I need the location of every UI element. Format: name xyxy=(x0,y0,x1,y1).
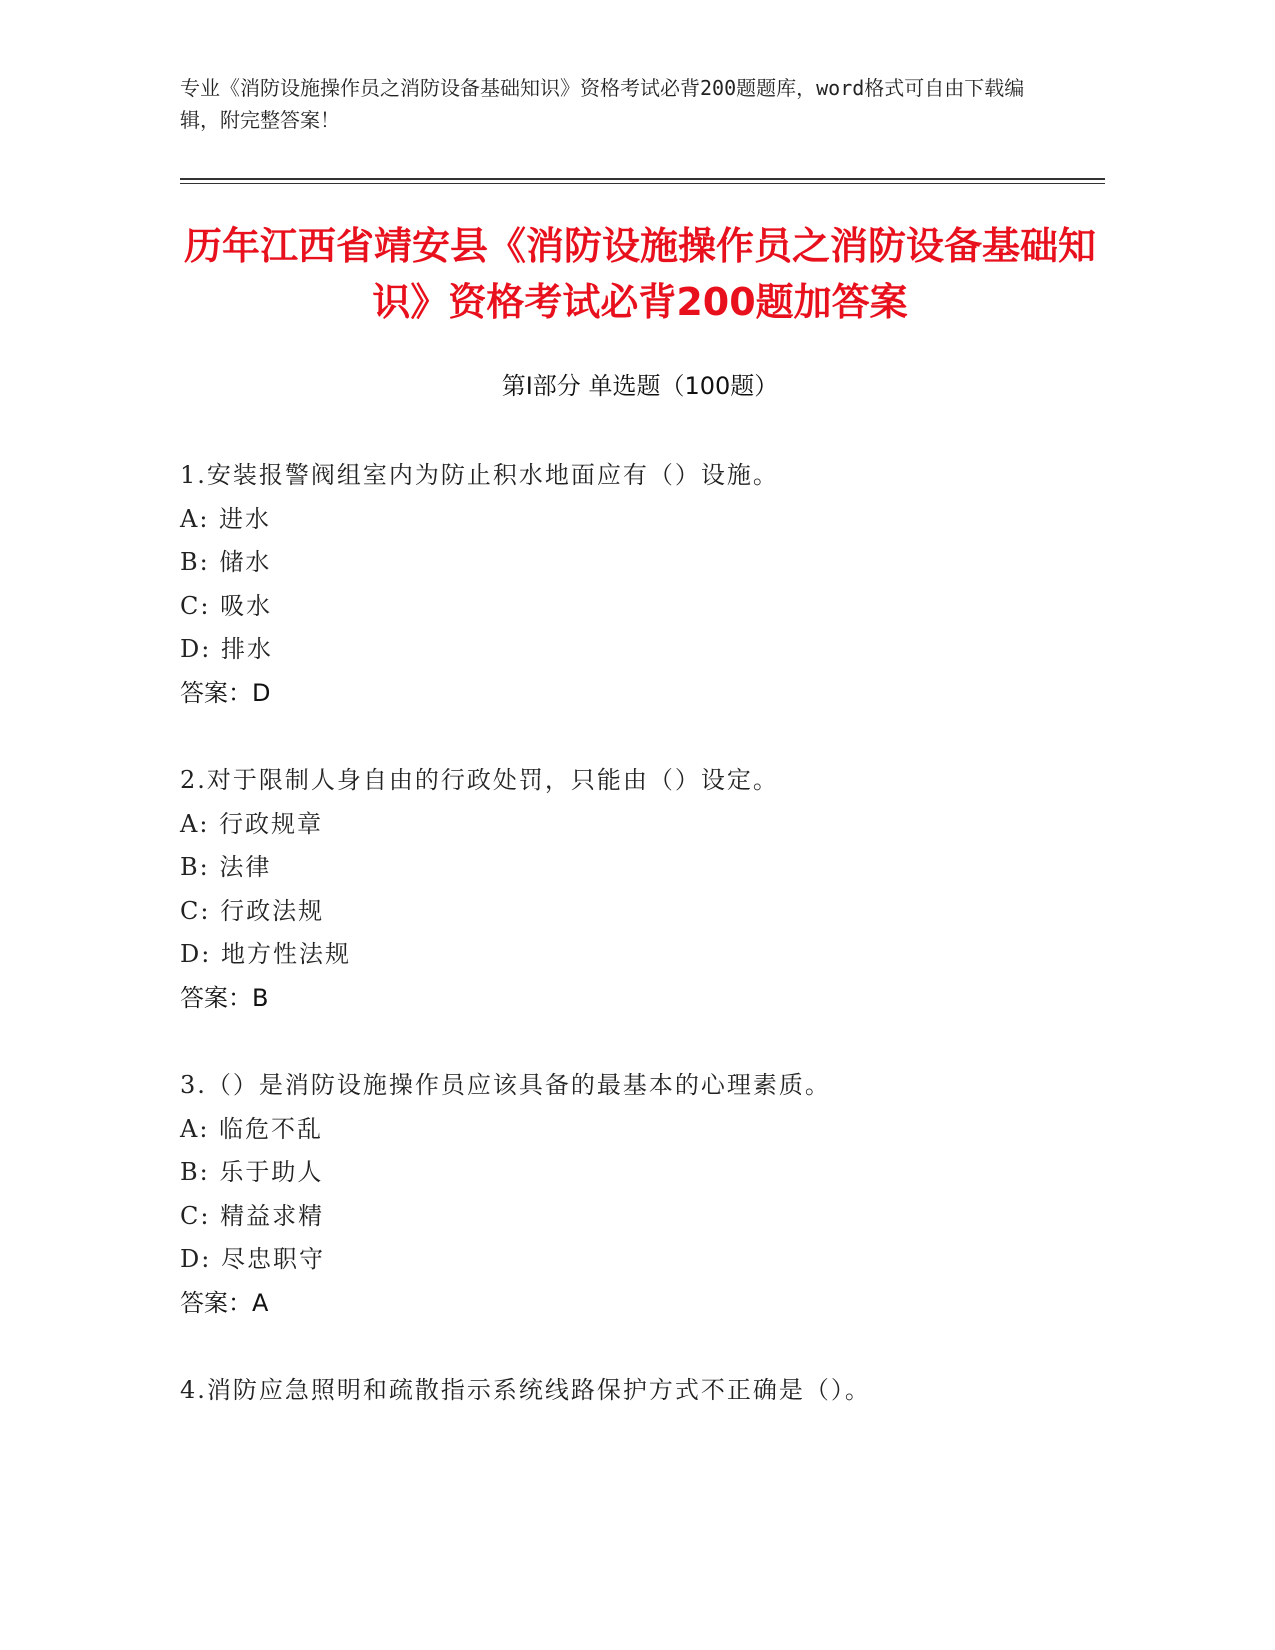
question-text: 3.（）是消防设施操作员应该具备的最基本的心理素质。 xyxy=(180,1071,831,1099)
answer: 答案：A xyxy=(180,1288,269,1317)
question-text: 1.安装报警阀组室内为防止积水地面应有（）设施。 xyxy=(180,461,779,489)
option-b: B: 法律 xyxy=(180,853,272,881)
option-c: C: 吸水 xyxy=(180,591,273,620)
question-2 xyxy=(180,759,1120,1020)
option-d: D: 尽忠职守 xyxy=(180,1245,325,1273)
option-a: A: 临危不乱 xyxy=(180,1114,324,1143)
question-1 xyxy=(180,454,1120,715)
section-title: 第Ⅰ部分 单选题（100题） xyxy=(501,372,779,400)
option-b: B: 乐于助人 xyxy=(180,1158,324,1186)
option-a: A: 行政规章 xyxy=(180,809,324,838)
header-rule-thin xyxy=(180,183,1105,184)
option-c: C: 精益求精 xyxy=(180,1201,325,1230)
answer: 答案：D xyxy=(180,678,271,707)
option-d: D: 地方性法规 xyxy=(180,940,351,968)
answer: 答案：B xyxy=(180,983,269,1012)
question-text: 2.对于限制人身自由的行政处罚，只能由（）设定。 xyxy=(180,766,779,794)
question-4 xyxy=(180,1369,1120,1413)
header-note: 专业《消防设施操作员之消防设备基础知识》资格考试必背200题题库，word格式可自由下载编辑，附完整答案！ xyxy=(180,76,1025,132)
question-text: 4.消防应急照明和疏散指示系统线路保护方式不正确是（）。 xyxy=(180,1376,871,1404)
option-d: D: 排水 xyxy=(180,635,273,663)
option-b: B: 储水 xyxy=(180,548,272,576)
header-rule-thick xyxy=(180,178,1105,180)
option-a: A: 进水 xyxy=(180,504,272,533)
option-c: C: 行政法规 xyxy=(180,896,325,925)
document-title: 历年江西省靖安县《消防设施操作员之消防设备基础知识》资格考试必背200题加答案 xyxy=(183,224,1096,324)
question-3 xyxy=(180,1064,1120,1325)
